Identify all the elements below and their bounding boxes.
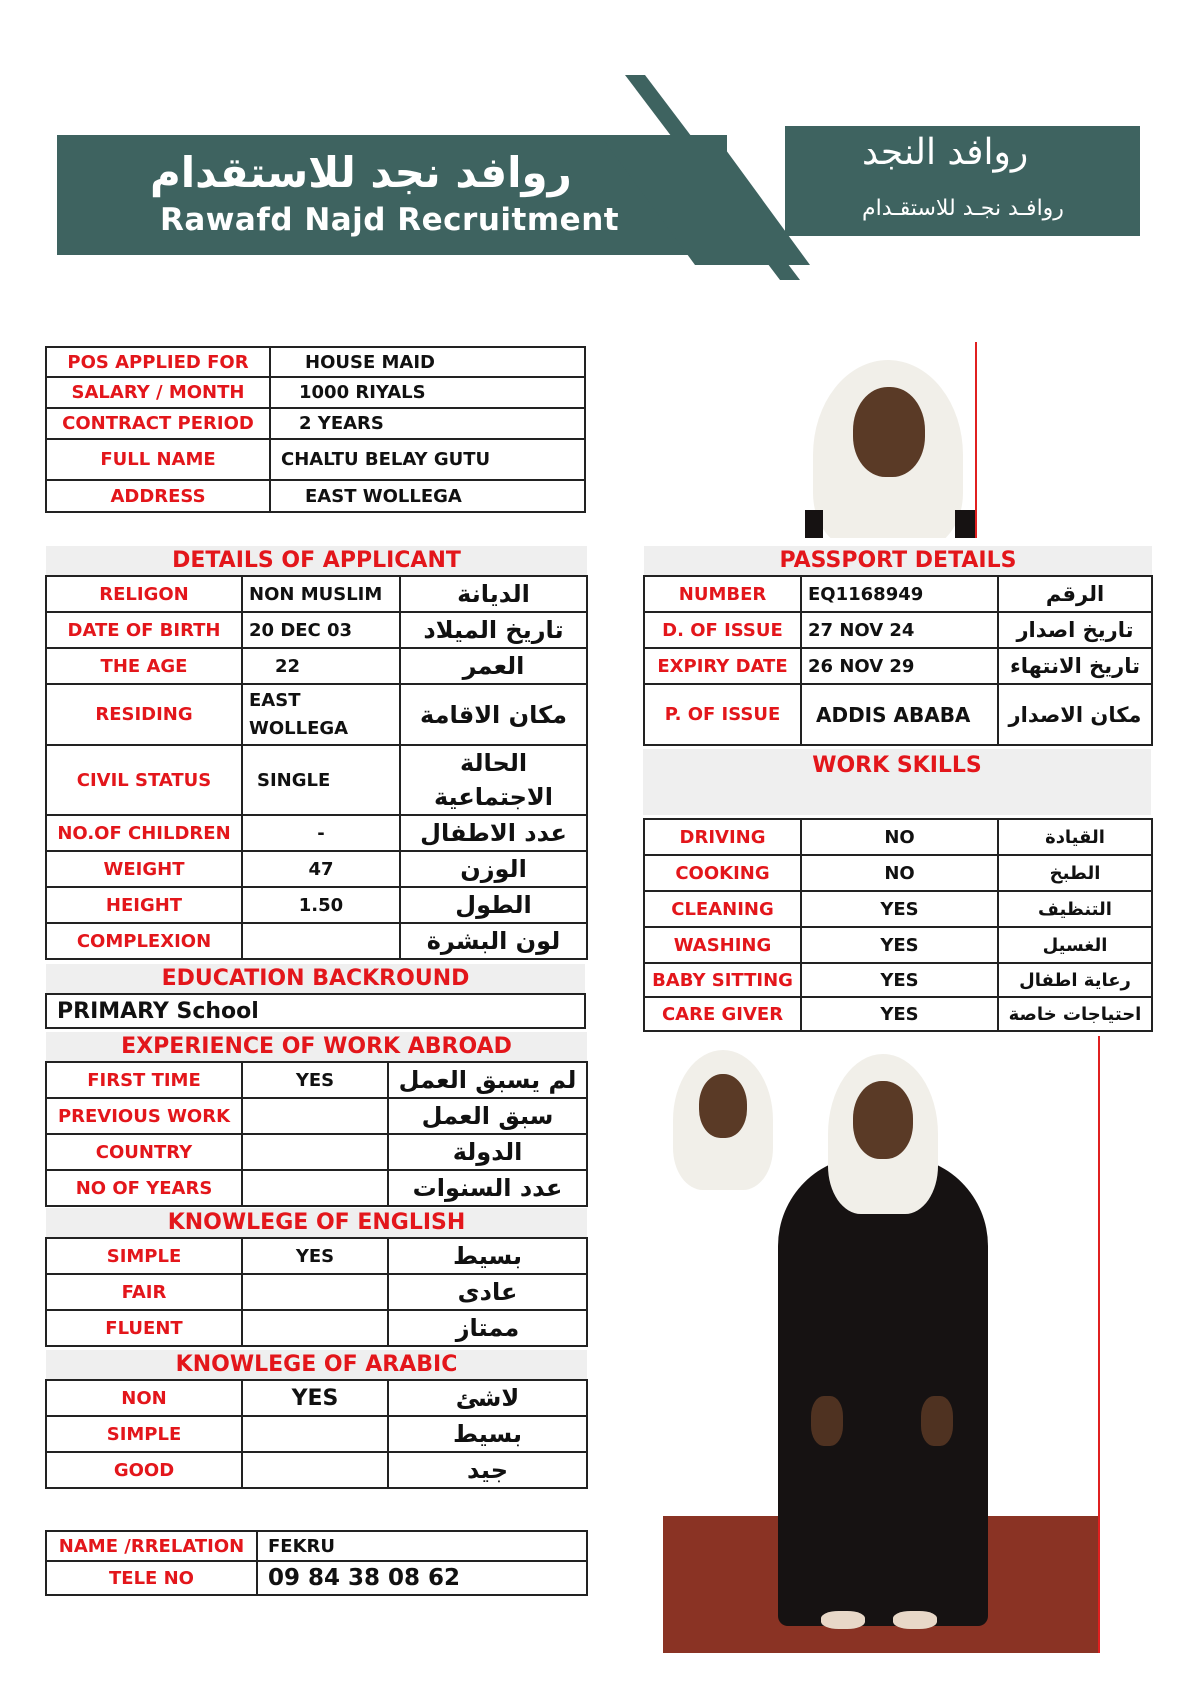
field-label: RELIGON	[46, 576, 242, 612]
table-row	[46, 1416, 587, 1452]
field-label: NUMBER	[644, 576, 801, 612]
field-label: P. OF ISSUE	[644, 684, 801, 745]
field-label: COMPLEXION	[46, 923, 242, 959]
field-value: 20 DEC 03	[242, 612, 400, 648]
education-value: PRIMARY School	[46, 994, 585, 1028]
table-row	[46, 377, 585, 408]
field-value: NO	[801, 819, 998, 855]
table-row	[46, 480, 585, 512]
field-label-arabic: احتياجات خاصة	[998, 997, 1152, 1031]
field-value	[242, 923, 400, 959]
field-label-arabic: الحالة الاجتماعية	[400, 745, 587, 815]
field-value: FEKRU	[257, 1531, 587, 1561]
education-table	[45, 964, 586, 1029]
field-value: YES	[801, 927, 998, 963]
table-row	[644, 819, 1152, 855]
table-row	[46, 576, 587, 612]
field-label: THE AGE	[46, 648, 242, 684]
table-row	[46, 408, 585, 439]
field-value: EQ1168949	[801, 576, 998, 612]
field-label-arabic: ممتاز	[388, 1310, 587, 1346]
field-value	[242, 1416, 388, 1452]
table-row	[46, 612, 587, 648]
table-row	[46, 1134, 587, 1170]
field-label: GOOD	[46, 1452, 242, 1488]
field-label: FLUENT	[46, 1310, 242, 1346]
table-row	[644, 684, 1152, 745]
field-value: YES	[801, 963, 998, 997]
field-value: 27 NOV 24	[801, 612, 998, 648]
table-row	[644, 855, 1152, 891]
field-label-arabic: مكان الاصدار	[998, 684, 1152, 745]
field-label: SIMPLE	[46, 1238, 242, 1274]
field-label-arabic: القيادة	[998, 819, 1152, 855]
english-knowledge-table	[45, 1208, 588, 1347]
field-value: 22	[242, 648, 400, 684]
table-row	[46, 1452, 587, 1488]
field-value: SINGLE	[242, 745, 400, 815]
company-logo: روافد النجد	[862, 132, 1029, 173]
section-title-passport: PASSPORT DETAILS	[644, 546, 1152, 576]
field-label: FAIR	[46, 1274, 242, 1310]
field-label: WASHING	[644, 927, 801, 963]
applicant-details-table	[45, 546, 588, 960]
table-row	[46, 1274, 587, 1310]
field-label-arabic: التنظيف	[998, 891, 1152, 927]
company-title-arabic: روافد نجد للاستقدام	[150, 148, 572, 197]
work-skills-table	[643, 818, 1153, 1032]
field-label: COOKING	[644, 855, 801, 891]
table-row	[46, 347, 585, 377]
field-value	[242, 1134, 388, 1170]
table-row	[46, 923, 587, 959]
field-label-arabic: بسيط	[388, 1238, 587, 1274]
field-value: YES	[242, 1062, 388, 1098]
field-value: 1.50	[242, 887, 400, 923]
field-value: EAST WOLLEGA	[242, 684, 400, 745]
position-info-table	[45, 346, 586, 513]
passport-details-table	[643, 546, 1153, 746]
field-label: FIRST TIME	[46, 1062, 242, 1098]
field-value: 2 YEARS	[270, 408, 585, 439]
field-label: DRIVING	[644, 819, 801, 855]
field-label-arabic: تاريخ اصدار	[998, 612, 1152, 648]
table-row	[46, 648, 587, 684]
table-row	[46, 1238, 587, 1274]
field-value	[242, 1310, 388, 1346]
field-label: PREVIOUS WORK	[46, 1098, 242, 1134]
field-label-arabic: رعاية اطفال	[998, 963, 1152, 997]
field-value: EAST WOLLEGA	[270, 480, 585, 512]
contact-table	[45, 1530, 588, 1596]
field-label-arabic: عدد الاطفال	[400, 815, 587, 851]
field-label-arabic: بسيط	[388, 1416, 587, 1452]
field-label-arabic: جيد	[388, 1452, 587, 1488]
field-label: NAME /RRELATION	[46, 1531, 257, 1561]
field-label: TELE NO	[46, 1561, 257, 1595]
field-label: WEIGHT	[46, 851, 242, 887]
field-label: D. OF ISSUE	[644, 612, 801, 648]
field-value: 26 NOV 29	[801, 648, 998, 684]
field-label: CONTRACT PERIOD	[46, 408, 270, 439]
field-label: EXPIRY DATE	[644, 648, 801, 684]
table-row	[644, 963, 1152, 997]
section-title-education: EDUCATION BACKROUND	[46, 964, 585, 994]
table-row	[644, 648, 1152, 684]
company-title-english: Rawafd Najd Recruitment	[160, 202, 620, 238]
field-value: 47	[242, 851, 400, 887]
field-value: 09 84 38 08 62	[257, 1561, 587, 1595]
field-label: NON	[46, 1380, 242, 1416]
field-label-arabic: لون البشرة	[400, 923, 587, 959]
field-label: NO.OF CHILDREN	[46, 815, 242, 851]
inset-headshot	[663, 1044, 783, 1190]
field-value: 1000 RIYALS	[270, 377, 585, 408]
field-label: NO OF YEARS	[46, 1170, 242, 1206]
field-label: COUNTRY	[46, 1134, 242, 1170]
table-row	[46, 1380, 587, 1416]
applicant-full-body-photo	[663, 1036, 1100, 1653]
field-label-arabic: تاريخ الانتهاء	[998, 648, 1152, 684]
table-row	[46, 684, 587, 745]
experience-table	[45, 1032, 588, 1207]
section-title-details: DETAILS OF APPLICANT	[46, 546, 587, 576]
header-diagonal-stripe	[600, 75, 810, 285]
applicant-portrait-photo	[805, 342, 977, 538]
table-row	[46, 1310, 587, 1346]
field-label: CIVIL STATUS	[46, 745, 242, 815]
arabic-knowledge-table	[45, 1350, 588, 1489]
field-label-arabic: تاريخ الميلاد	[400, 612, 587, 648]
field-label-arabic: الرقم	[998, 576, 1152, 612]
table-row	[46, 745, 587, 815]
field-label: SIMPLE	[46, 1416, 242, 1452]
field-label-arabic: العمر	[400, 648, 587, 684]
field-value: HOUSE MAID	[270, 347, 585, 377]
field-value: YES	[801, 891, 998, 927]
table-row	[46, 815, 587, 851]
field-label-arabic: الطبخ	[998, 855, 1152, 891]
field-label: DATE OF BIRTH	[46, 612, 242, 648]
field-label: CARE GIVER	[644, 997, 801, 1031]
field-label-arabic: سبق العمل	[388, 1098, 587, 1134]
field-label-arabic: لم يسبق العمل	[388, 1062, 587, 1098]
table-row	[46, 1170, 587, 1206]
field-value: -	[242, 815, 400, 851]
company-logo-subtitle: روافـد نجـد للاستقـدام	[862, 196, 1064, 221]
field-label: POS APPLIED FOR	[46, 347, 270, 377]
table-row	[46, 439, 585, 480]
table-row	[46, 1098, 587, 1134]
table-row	[644, 927, 1152, 963]
field-value: NO	[801, 855, 998, 891]
table-row	[644, 997, 1152, 1031]
field-label-arabic: لاشئ	[388, 1380, 587, 1416]
field-value	[242, 1452, 388, 1488]
table-row	[46, 887, 587, 923]
section-title-experience: EXPERIENCE OF WORK ABROAD	[46, 1032, 587, 1062]
section-title-work-skills: WORK SKILLS	[643, 749, 1151, 815]
field-label-arabic: مكان الاقامة	[400, 684, 587, 745]
field-label: BABY SITTING	[644, 963, 801, 997]
field-value	[242, 1098, 388, 1134]
field-value: YES	[242, 1380, 388, 1416]
field-label: SALARY / MONTH	[46, 377, 270, 408]
section-title-arabic: KNOWLEGE OF ARABIC	[46, 1350, 587, 1380]
table-row	[46, 1531, 587, 1561]
table-row	[644, 612, 1152, 648]
field-label-arabic: الدولة	[388, 1134, 587, 1170]
field-value: YES	[242, 1238, 388, 1274]
field-label: RESIDING	[46, 684, 242, 745]
field-label-arabic: الديانة	[400, 576, 587, 612]
field-value: NON MUSLIM	[242, 576, 400, 612]
table-row	[46, 1561, 587, 1595]
section-title-english: KNOWLEGE OF ENGLISH	[46, 1208, 587, 1238]
field-label: ADDRESS	[46, 480, 270, 512]
field-value	[242, 1274, 388, 1310]
field-value	[242, 1170, 388, 1206]
field-label-arabic: الغسيل	[998, 927, 1152, 963]
field-label-arabic: عدد السنوات	[388, 1170, 587, 1206]
table-row	[644, 891, 1152, 927]
table-row	[46, 851, 587, 887]
field-value: ADDIS ABABA	[801, 684, 998, 745]
field-label-arabic: الوزن	[400, 851, 587, 887]
field-label-arabic: الطول	[400, 887, 587, 923]
table-row	[46, 1062, 587, 1098]
table-row	[644, 576, 1152, 612]
field-value: YES	[801, 997, 998, 1031]
field-label: HEIGHT	[46, 887, 242, 923]
field-value: CHALTU BELAY GUTU	[270, 439, 585, 480]
field-label-arabic: عادى	[388, 1274, 587, 1310]
field-label: FULL NAME	[46, 439, 270, 480]
field-label: CLEANING	[644, 891, 801, 927]
